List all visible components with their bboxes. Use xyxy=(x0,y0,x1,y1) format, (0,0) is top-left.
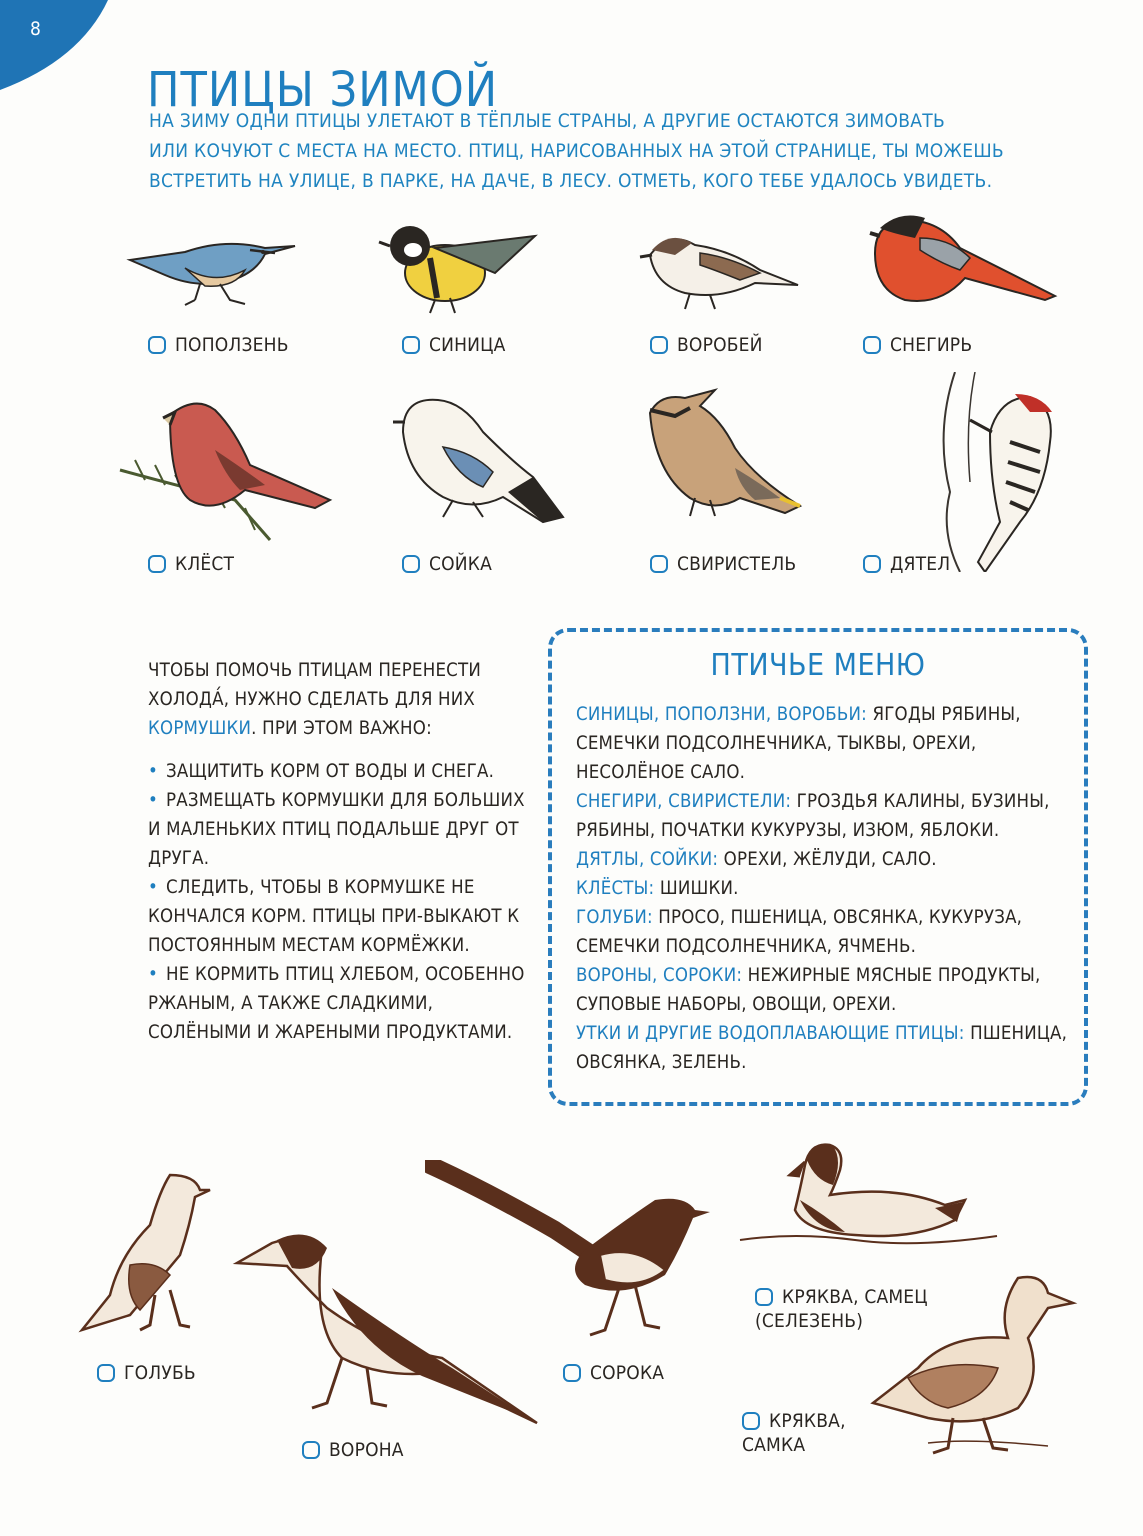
crossbill-illustration xyxy=(115,390,335,550)
bullfinch-illustration xyxy=(860,208,1060,320)
bird-name: ДЯТЕЛ xyxy=(890,553,951,575)
menu-entry-birds: СНЕГИРИ, СВИРИСТЕЛИ: xyxy=(576,791,792,812)
intro-line: НА ЗИМУ ОДНИ ПТИЦЫ УЛЕТАЮТ В ТЁПЛЫЕ СТРАНЫ, А ДРУГИЕ ОСТАЮТСЯ ЗИМОВАТЬ xyxy=(149,110,945,132)
tips-item: • ЗАЩИТИТЬ КОРМ ОТ ВОДЫ И СНЕГА. xyxy=(148,757,528,786)
menu-entry-birds: СИНИЦЫ, ПОПОЛЗНИ, ВОРОБЬИ: xyxy=(576,704,867,725)
bird-name: СНЕГИРЬ xyxy=(890,334,973,356)
menu-entry-food: ОРЕХИ, ЖЁЛУДИ, САЛО. xyxy=(723,849,937,870)
tips-list xyxy=(148,757,528,1047)
checkbox-icon[interactable] xyxy=(742,1412,760,1430)
tips-highlight: КОРМУШКИ xyxy=(148,718,252,739)
page-title: ПТИЦЫ ЗИМОЙ xyxy=(147,62,499,119)
checkbox-label-crow[interactable] xyxy=(302,1439,404,1461)
label-row xyxy=(742,1410,846,1432)
menu-entry-birds: УТКИ И ДРУГИЕ ВОДОПЛАВАЮЩИЕ ПТИЦЫ: xyxy=(576,1023,965,1044)
feeder-tips xyxy=(148,656,528,1047)
checkbox-icon[interactable] xyxy=(148,336,166,354)
label-row xyxy=(755,1286,928,1308)
bird-name-extra: (СЕЛЕЗЕНЬ) xyxy=(755,1310,864,1332)
menu-entry xyxy=(576,1019,1081,1077)
menu-entry xyxy=(576,961,1081,1019)
jay-illustration xyxy=(383,392,568,532)
page-corner-tab xyxy=(0,0,120,92)
checkbox-label-pigeon[interactable] xyxy=(97,1362,196,1384)
bird-name: КРЯКВА, САМЕЦ xyxy=(782,1286,928,1308)
checkbox-icon[interactable] xyxy=(755,1288,773,1306)
bird-name: КРЯКВА, xyxy=(769,1410,846,1432)
checkbox-icon[interactable] xyxy=(97,1364,115,1382)
page-number: 8 xyxy=(30,18,41,40)
checkbox-label-nuthatch[interactable] xyxy=(148,334,289,356)
menu-entry-food: ПШЕНИЦА, ОВСЯНКА, ЗЕЛЕНЬ. xyxy=(576,1023,1068,1073)
tips-intro-tail: . ПРИ ЭТОМ ВАЖНО: xyxy=(251,718,432,739)
checkbox-icon[interactable] xyxy=(863,336,881,354)
checkbox-label-tit[interactable] xyxy=(402,334,506,356)
tit-illustration xyxy=(375,218,540,318)
menu-entry-birds: ДЯТЛЫ, СОЙКИ: xyxy=(576,849,719,870)
checkbox-icon[interactable] xyxy=(302,1441,320,1459)
menu-entry-food: ШИШКИ. xyxy=(659,878,739,899)
checkbox-icon[interactable] xyxy=(650,555,668,573)
bird-name: ВОРОНА xyxy=(329,1439,404,1461)
bird-name: КЛЁСТ xyxy=(175,553,235,575)
sparrow-illustration xyxy=(630,225,800,315)
checkbox-label-waxwing[interactable] xyxy=(650,553,796,575)
waxwing-illustration xyxy=(640,388,805,533)
menu-entry xyxy=(576,845,1081,874)
menu-entry-food: ПРОСО, ПШЕНИЦА, ОВСЯНКА, КУКУРУЗА, СЕМЕЧКИ ПОДСОЛНЕЧНИКА, ЯЧМЕНЬ. xyxy=(576,907,1023,957)
checkbox-label-bullfinch[interactable] xyxy=(863,334,972,356)
checkbox-icon[interactable] xyxy=(402,336,420,354)
tips-item: • НЕ КОРМИТЬ ПТИЦ ХЛЕБОМ, ОСОБЕННО РЖАНЫМ, А ТАКЖЕ СЛАДКИМИ, СОЛЁНЫМИ И ЖАРЕНЫМИ ПРОДУКТАМИ. xyxy=(148,960,528,1047)
bird-name: СОРОКА xyxy=(590,1362,665,1384)
magpie-illustration xyxy=(425,1160,710,1345)
menu-entry-food: ЯГОДЫ РЯБИНЫ, СЕМЕЧКИ ПОДСОЛНЕЧНИКА, ТЫКВЫ, ОРЕХИ, НЕСОЛЁНОЕ САЛО. xyxy=(576,704,1021,783)
menu-entry xyxy=(576,700,1081,787)
bird-name: ВОРОБЕЙ xyxy=(677,334,763,356)
checkbox-label-jay[interactable] xyxy=(402,553,492,575)
intro-line: ИЛИ КОЧУЮТ С МЕСТА НА МЕСТО. ПТИЦ, НАРИСОВАННЫХ НА ЭТОЙ СТРАНИЦЕ, ТЫ МОЖЕШЬ xyxy=(149,140,1004,162)
bird-name: ПОПОЛЗЕНЬ xyxy=(175,334,289,356)
checkbox-label-mallard-female[interactable] xyxy=(742,1410,846,1456)
checkbox-icon[interactable] xyxy=(650,336,668,354)
nuthatch-illustration xyxy=(125,220,300,315)
checkbox-icon[interactable] xyxy=(148,555,166,573)
bird-name: СВИРИСТЕЛЬ xyxy=(677,553,797,575)
bird-name: СИНИЦА xyxy=(429,334,506,356)
tips-intro-line: ЧТОБЫ ПОМОЧЬ ПТИЦАМ ПЕРЕНЕСТИ xyxy=(148,660,481,681)
checkbox-label-crossbill[interactable] xyxy=(148,553,234,575)
menu-entry-birds: ГОЛУБИ: xyxy=(576,907,653,928)
checkbox-icon[interactable] xyxy=(402,555,420,573)
bird-name: ГОЛУБЬ xyxy=(124,1362,196,1384)
menu-entry xyxy=(576,903,1081,961)
checkbox-icon[interactable] xyxy=(863,555,881,573)
menu-entry-food: НЕЖИРНЫЕ МЯСНЫЕ ПРОДУКТЫ, СУПОВЫЕ НАБОРЫ, ОВОЩИ, ОРЕХИ. xyxy=(576,965,1041,1015)
checkbox-label-sparrow[interactable] xyxy=(650,334,763,356)
bird-name-extra: САМКА xyxy=(742,1434,806,1456)
intro-line: ВСТРЕТИТЬ НА УЛИЦЕ, В ПАРКЕ, НА ДАЧЕ, В ЛЕСУ. ОТМЕТЬ, КОГО ТЕБЕ УДАЛОСЬ УВИДЕТЬ. xyxy=(149,170,993,192)
menu-entry xyxy=(576,874,1081,903)
tips-intro xyxy=(148,656,528,743)
checkbox-label-woodpecker[interactable] xyxy=(863,553,950,575)
menu-entry xyxy=(576,787,1081,845)
menu-entry-birds: КЛЁСТЫ: xyxy=(576,878,655,899)
menu-entry-food: ГРОЗДЬЯ КАЛИНЫ, БУЗИНЫ, РЯБИНЫ, ПОЧАТКИ КУКУРУЗЫ, ИЗЮМ, ЯБЛОКИ. xyxy=(576,791,1050,841)
pigeon-illustration xyxy=(70,1165,215,1345)
tips-item: • СЛЕДИТЬ, ЧТОБЫ В КОРМУШКЕ НЕ КОНЧАЛСЯ КОРМ. ПТИЦЫ ПРИ-ВЫКАЮТ К ПОСТОЯННЫМ МЕСТАМ КОРМЁЖКИ. xyxy=(148,873,528,960)
checkbox-label-mallard-male[interactable] xyxy=(755,1286,928,1332)
mallard-male-illustration xyxy=(735,1140,1000,1265)
woodpecker-illustration xyxy=(930,372,1060,572)
bird-name: СОЙКА xyxy=(429,553,493,575)
checkbox-icon[interactable] xyxy=(563,1364,581,1382)
tips-intro-line: ХОЛОДА́, НУЖНО СДЕЛАТЬ ДЛЯ НИХ xyxy=(148,689,476,710)
bird-menu-title: ПТИЧЬЕ МЕНЮ xyxy=(710,648,926,683)
checkbox-label-magpie[interactable] xyxy=(563,1362,664,1384)
tips-item: • РАЗМЕЩАТЬ КОРМУШКИ ДЛЯ БОЛЬШИХ И МАЛЕНЬКИХ ПТИЦ ПОДАЛЬШЕ ДРУГ ОТ ДРУГА. xyxy=(148,786,528,873)
menu-entry-birds: ВОРОНЫ, СОРОКИ: xyxy=(576,965,743,986)
intro-text xyxy=(149,106,1049,196)
bird-menu-list xyxy=(576,700,1081,1077)
